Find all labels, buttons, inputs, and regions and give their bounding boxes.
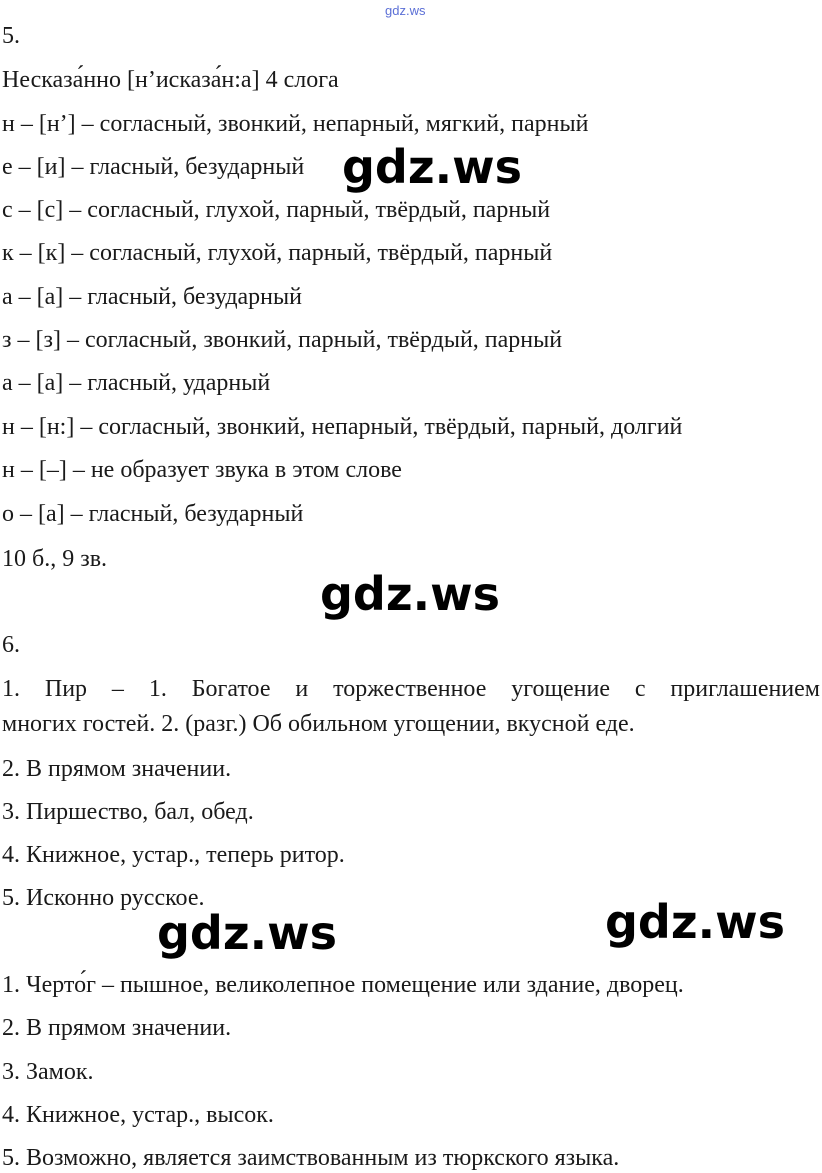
section-5-title: Несказа́нно [н’исказа́н:а] 4 слога (2, 67, 339, 93)
pir-item: 3. Пиршество, бал, обед. (2, 799, 254, 825)
watermark-logo: gdz.ws (342, 140, 522, 194)
sound-line: н – [н’] – согласный, звонкий, непарный, мягкий, парный (2, 111, 589, 137)
sound-line: а – [а] – гласный, ударный (2, 370, 271, 396)
chertog-item: 2. В прямом значении. (2, 1015, 232, 1041)
chertog-item: 5. Возможно, является заимствованным из тюркского языка. (2, 1145, 620, 1171)
sound-line: с – [с] – согласный, глухой, парный, твёрдый, парный (2, 197, 551, 223)
sound-line: а – [а] – гласный, безударный (2, 284, 302, 310)
section-5-summary: 10 б., 9 зв. (2, 546, 108, 572)
pir-definition-line-1: 1. Пир – 1. Богатое и торжественное угощение с приглашением (2, 676, 820, 702)
watermark-logo: gdz.ws (605, 895, 785, 949)
pir-item: 5. Исконно русское. (2, 885, 205, 911)
watermark-logo: gdz.ws (157, 906, 337, 960)
watermark-logo: gdz.ws (320, 567, 500, 621)
watermark-top: gdz.ws (385, 3, 426, 18)
sound-line: н – [–] – не образует звука в этом слове (2, 457, 402, 483)
pir-item: 2. В прямом значении. (2, 756, 232, 782)
sound-line: о – [а] – гласный, безударный (2, 501, 304, 527)
pir-item: 4. Книжное, устар., теперь ритор. (2, 842, 345, 868)
sound-line: к – [к] – согласный, глухой, парный, твёрдый, парный (2, 240, 553, 266)
sound-line: з – [з] – согласный, звонкий, парный, твёрдый, парный (2, 327, 563, 353)
chertog-item: 3. Замок. (2, 1059, 94, 1085)
chertog-item: 1. Черто́г – пышное, великолепное помещение или здание, дворец. (2, 972, 684, 998)
sound-line: н – [н:] – согласный, звонкий, непарный, твёрдый, парный, долгий (2, 414, 683, 440)
section-6-number: 6. (2, 632, 20, 658)
sound-line: е – [и] – гласный, безударный (2, 154, 305, 180)
chertog-item: 4. Книжное, устар., высок. (2, 1102, 274, 1128)
pir-definition-line-2: многих гостей. 2. (разг.) Об обильном угощении, вкусной еде. (2, 711, 635, 737)
section-5-number: 5. (2, 23, 20, 49)
